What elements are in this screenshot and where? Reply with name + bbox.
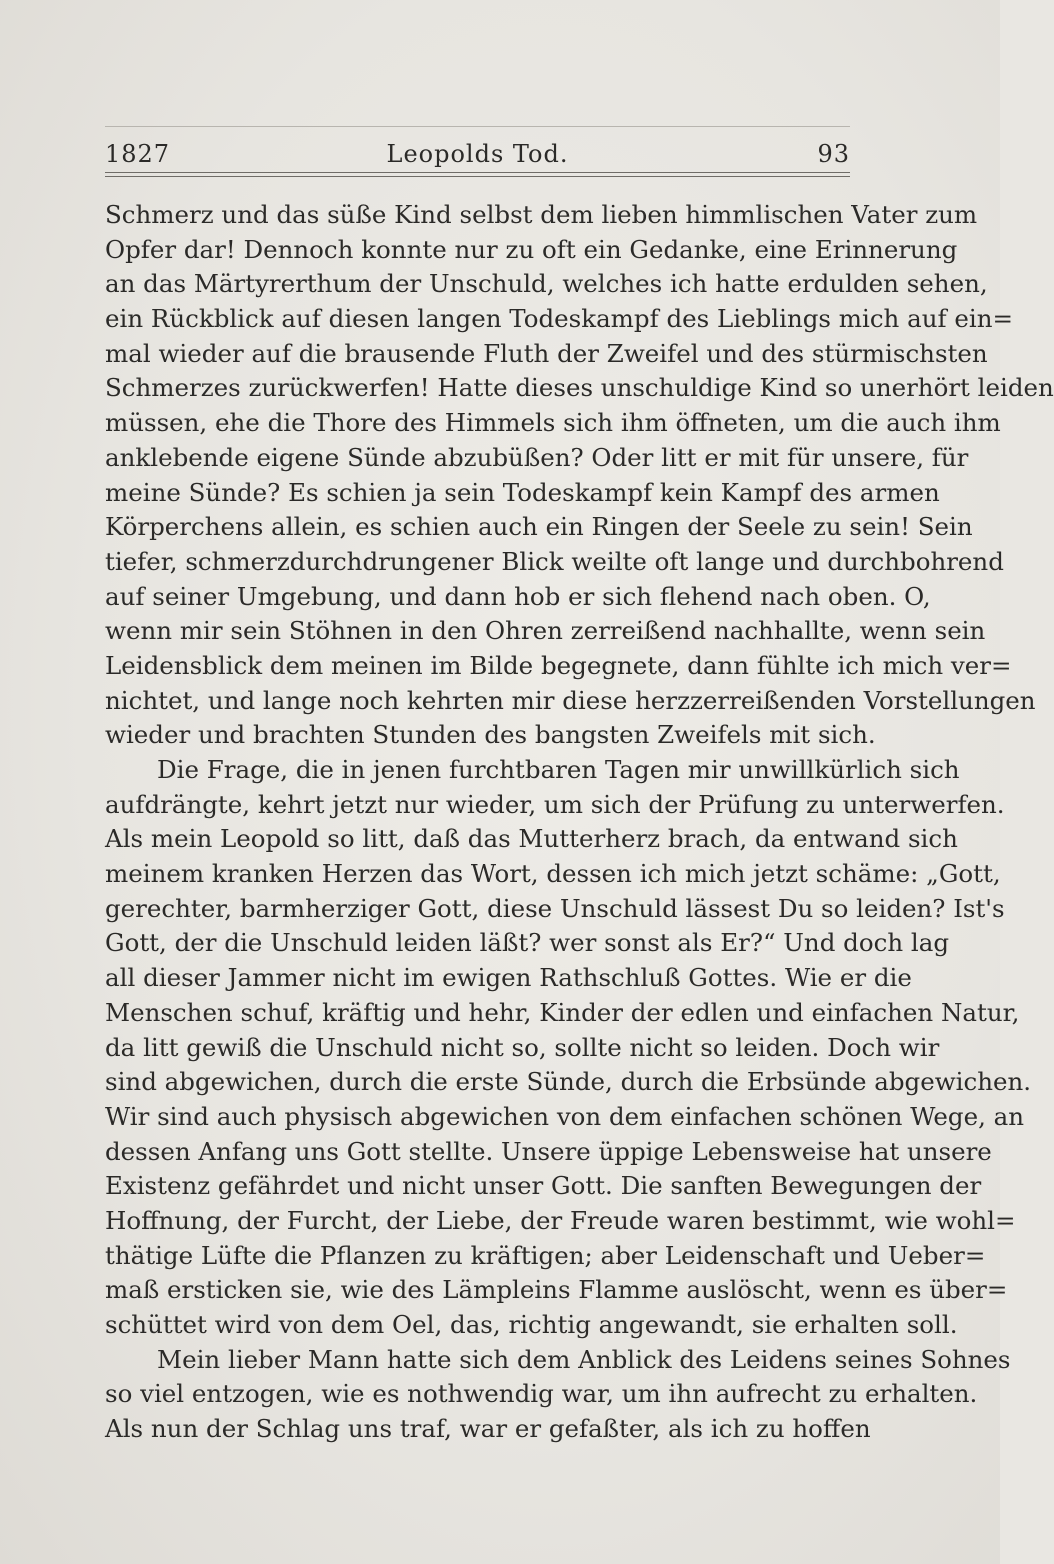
text-line: dessen Anfang uns Gott stellte. Unsere üppige Lebensweise hat unsere: [105, 1136, 992, 1166]
text-line: schüttet wird von dem Oel, das, richtig angewandt, sie erhalten soll.: [105, 1310, 958, 1339]
text-line: Schmerz und das süße Kind selbst dem lieben himmlischen Vater zum: [105, 200, 978, 229]
text-line: Körperchens allein, es schien auch ein Ringen der Seele zu sein! Sein: [105, 512, 973, 542]
text-line: Als nun der Schlag uns traf, war er gefaßter, als ich zu hoffen: [105, 1414, 871, 1444]
text-line: thätige Lüfte die Pflanzen zu kräftigen; aber Leidenschaft und Ueber=: [105, 1240, 986, 1270]
text-line: all dieser Jammer nicht im ewigen Rathschluß Gottes. Wie er die: [105, 963, 912, 993]
text-line: Die Frage, die in jenen furchtbaren Tagen mir unwillkürlich sich: [157, 755, 960, 784]
text-line: wenn mir sein Stöhnen in den Ohren zerreißend nachhallte, wenn sein: [105, 616, 986, 646]
text-line: nichtet, und lange noch kehrten mir diese herzzerreißenden Vorstellungen: [105, 685, 1036, 715]
text-line: meinem kranken Herzen das Wort, dessen ich mich jetzt schäme: „Gott,: [105, 859, 1001, 889]
header-rule-upper: [105, 172, 850, 173]
text-line: auf seiner Umgebung, und dann hob er sich flehend nach oben. O,: [105, 581, 931, 611]
text-line: Opfer dar! Dennoch konnte nur zu oft ein Gedanke, eine Erinnerung: [105, 234, 958, 264]
text-line: tiefer, schmerzdurchdrungener Blick weilte oft lange und durchbohrend: [105, 546, 1004, 576]
text-line: an das Märtyrerthum der Unschuld, welches ich hatte erdulden sehen,: [105, 269, 988, 299]
text-line: Menschen schuf, kräftig und hehr, Kinder der edlen und einfachen Natur,: [105, 997, 1020, 1027]
text-line: maß ersticken sie, wie des Lämpleins Flamme auslöscht, wenn es über=: [105, 1275, 1008, 1305]
text-line: wieder und brachten Stunden des bangsten Zweifels mit sich.: [105, 720, 876, 750]
header-year: 1827: [105, 140, 171, 168]
text-line: Mein lieber Mann hatte sich dem Anblick des Leidens seines Sohnes: [157, 1344, 1011, 1374]
text-line: meine Sünde? Es schien ja sein Todeskampf kein Kampf des armen: [105, 477, 940, 507]
header-rule-lower: [105, 176, 850, 177]
running-header: [105, 134, 850, 174]
page-number: 93: [817, 140, 850, 168]
text-line: gerechter, barmherziger Gott, diese Unschuld lässest Du so leiden? Ist's: [105, 893, 1005, 923]
text-line: Als mein Leopold so litt, daß das Mutterherz brach, da entwand sich: [105, 824, 958, 854]
text-line: Existenz gefährdet und nicht unser Gott. Die sanften Bewegungen der: [105, 1171, 982, 1201]
text-line: müssen, ehe die Thore des Himmels sich ihm öffneten, um die auch ihm: [105, 408, 1001, 438]
text-line: sind abgewichen, durch die erste Sünde, durch die Erbsünde abgewichen.: [105, 1067, 1032, 1097]
text-line: Hoffnung, der Furcht, der Liebe, der Freude waren bestimmt, wie wohl=: [105, 1205, 1016, 1235]
text-line: anklebende eigene Sünde abzubüßen? Oder litt er mit für unsere, für: [105, 442, 969, 472]
header-top-rule: [105, 126, 850, 127]
text-line: Gott, der die Unschuld leiden läßt? wer sonst als Er?“ Und doch lag: [105, 928, 950, 958]
text-line: Schmerzes zurückwerfen! Hatte dieses unschuldige Kind so unerhört leiden: [105, 373, 1054, 403]
text-line: Leidensblick dem meinen im Bilde begegnete, dann fühlte ich mich ver=: [105, 650, 1012, 680]
text-line: mal wieder auf die brausende Fluth der Zweifel und des stürmischsten: [105, 338, 988, 368]
header-title: Leopolds Tod.: [386, 140, 569, 168]
text-line: so viel entzogen, wie es nothwendig war, um ihn aufrecht zu erhalten.: [105, 1379, 978, 1409]
text-line: Wir sind auch physisch abgewichen von dem einfachen schönen Wege, an: [105, 1101, 1025, 1131]
body-text: [105, 198, 1054, 1447]
text-line: da litt gewiß die Unschuld nicht so, sollte nicht so leiden. Doch wir: [105, 1032, 940, 1062]
text-line: ein Rückblick auf diesen langen Todeskampf des Lieblings mich auf ein=: [105, 304, 1014, 334]
text-line: aufdrängte, kehrt jetzt nur wieder, um sich der Prüfung zu unterwerfen.: [105, 789, 1005, 819]
